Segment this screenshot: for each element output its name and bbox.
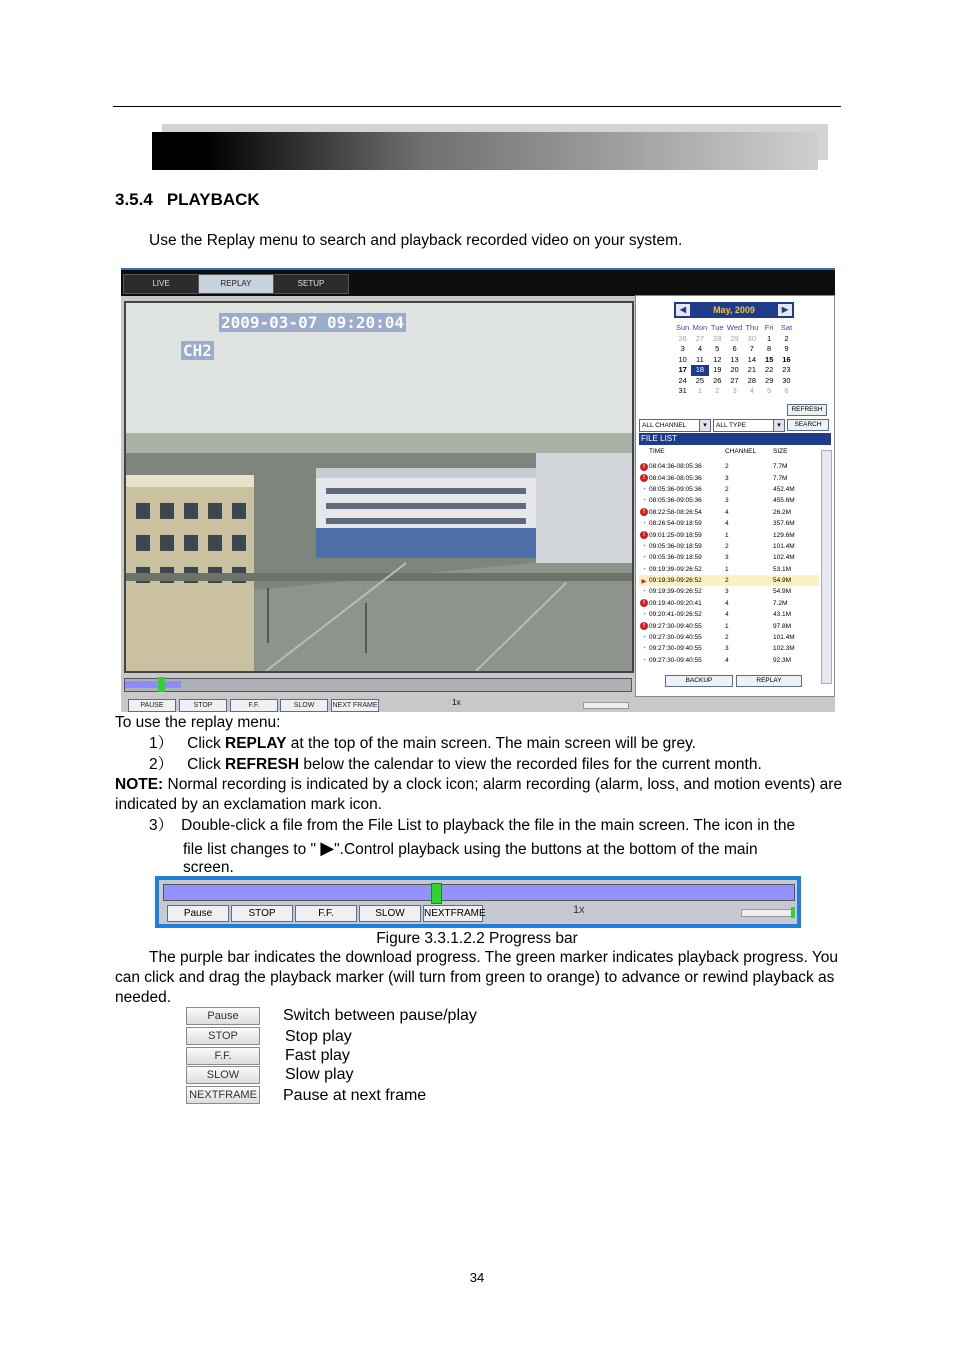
dvr-speed: 1x: [452, 698, 461, 707]
file-size: 7.7M: [773, 463, 788, 471]
step-3-line-3: screen.: [183, 859, 234, 876]
legend-nextframe-desc: Pause at next frame: [283, 1087, 427, 1104]
figure-speed: 1x: [573, 904, 585, 916]
file-list-row[interactable]: [639, 529, 819, 540]
file-list: [639, 461, 819, 666]
clock-icon: ◔: [642, 634, 646, 642]
legend-stop-button: STOP: [186, 1027, 260, 1045]
file-time: 09:19:39-09:26:52: [649, 577, 702, 585]
search-button[interactable]: SEARCH: [787, 419, 829, 431]
dvr-stop-button[interactable]: STOP: [179, 699, 227, 712]
file-time: 09:27:30-09:40:55: [649, 622, 702, 630]
step-1: [149, 734, 696, 754]
type-select-value: ALL TYPE: [716, 422, 746, 429]
file-size: 26.2M: [773, 508, 792, 516]
step-keyword: REFRESH: [225, 756, 300, 773]
calendar-day[interactable]: 16: [782, 354, 791, 364]
file-list-scrollbar[interactable]: [821, 450, 832, 684]
osd-timestamp: 2009-03-07 09:20:04: [221, 313, 405, 332]
calendar-day[interactable]: 12: [713, 354, 722, 364]
header-rule: [113, 106, 841, 107]
calendar-day[interactable]: 9: [784, 344, 789, 353]
weekday-label: Wed: [726, 323, 743, 332]
file-list-row[interactable]: [639, 552, 819, 563]
calendar-day[interactable]: 26: [678, 333, 687, 343]
file-size: 101.4M: [773, 634, 795, 642]
calendar-day[interactable]: 21: [747, 365, 756, 374]
calendar-day[interactable]: 24: [678, 375, 687, 385]
legend-slow-button: SLOW: [186, 1066, 260, 1084]
file-time: 09:19:39-09:26:52: [649, 588, 702, 596]
calendar-day[interactable]: 28: [713, 333, 722, 343]
file-time: 09:01:25-09:18:59: [649, 531, 702, 539]
file-time: 09:20:41-09:26:52: [649, 611, 702, 619]
file-channel: 4: [725, 599, 729, 607]
playback-marker[interactable]: [431, 883, 442, 904]
calendar-day[interactable]: 4: [697, 344, 703, 353]
prev-month-icon[interactable]: ◀: [676, 304, 690, 316]
figure-nextframe-button[interactable]: NEXTFRAME: [423, 905, 483, 922]
calendar-day[interactable]: 13: [730, 354, 739, 364]
section-title: PLAYBACK: [166, 190, 260, 209]
step-text: ".Control playback using the buttons at the bottom of the main: [334, 841, 758, 858]
file-list-row[interactable]: [639, 461, 819, 472]
step-text: Click: [187, 735, 226, 752]
file-time: 08:04:36-08:05:36: [649, 474, 702, 482]
file-list-row[interactable]: [639, 586, 819, 597]
calendar-day[interactable]: 2: [715, 386, 720, 395]
channel-select[interactable]: [639, 419, 711, 432]
file-list-header: [639, 448, 819, 458]
calendar-day[interactable]: 6: [732, 344, 737, 353]
file-list-row[interactable]: [639, 495, 819, 506]
calendar-day[interactable]: 28: [747, 375, 756, 385]
file-time: 09:27:30-09:40:55: [649, 656, 702, 664]
file-time: 09:05:36-09:18:59: [649, 542, 702, 550]
next-month-icon[interactable]: ▶: [778, 304, 792, 316]
chevron-down-icon: ▾: [699, 420, 710, 431]
calendar-day[interactable]: 1: [697, 386, 703, 395]
calendar-day[interactable]: 1: [767, 333, 772, 343]
clock-icon: ◔: [642, 554, 646, 562]
file-size: 455.6M: [773, 497, 795, 505]
calendar-day[interactable]: 26: [713, 375, 722, 385]
volume-slider[interactable]: [583, 702, 629, 709]
dvr-progress-bar[interactable]: [124, 678, 632, 692]
file-size: 7.7M: [773, 474, 788, 482]
file-size: 102.3M: [773, 645, 795, 653]
file-time: 09:27:30-09:40:55: [649, 645, 702, 653]
weekday-label: Sun: [675, 323, 690, 332]
file-channel: 4: [725, 611, 729, 619]
legend-nextframe-button: NEXTFRAME: [186, 1086, 260, 1104]
file-channel: 2: [725, 634, 729, 642]
file-size: 97.8M: [773, 622, 792, 630]
step-text: at the top of the main screen. The main screen will be grey.: [286, 735, 696, 752]
alarm-icon: !: [639, 622, 649, 630]
file-channel: 1: [725, 565, 729, 573]
figure-slow-button[interactable]: SLOW: [359, 905, 421, 922]
file-size: 54.9M: [773, 588, 792, 596]
file-size: 357.6M: [773, 520, 795, 528]
weekday-label: Fri: [764, 323, 774, 332]
replay-side-panel: [635, 295, 835, 697]
intro-paragraph: Use the Replay menu to search and playback recorded video on your system.: [149, 232, 683, 249]
dvr-menu-bar: [121, 268, 835, 296]
file-time: 08:05:36-09:05:36: [649, 497, 702, 505]
refresh-button[interactable]: REFRESH: [787, 404, 827, 416]
calendar-day[interactable]: 20: [730, 365, 739, 374]
note-label: NOTE:: [115, 776, 164, 793]
tab-setup[interactable]: SETUP: [273, 274, 349, 294]
file-channel: 1: [725, 622, 729, 630]
file-size: 43.1M: [773, 611, 792, 619]
file-channel: 4: [725, 508, 729, 516]
note-paragraph: [115, 775, 845, 815]
weekday-label: Sat: [780, 323, 793, 332]
clock-icon: ◔: [642, 542, 646, 550]
file-channel: 3: [725, 554, 729, 562]
video-playback-area: [124, 301, 634, 673]
column-time: TIME: [649, 448, 665, 455]
page-number: 34: [469, 1270, 485, 1285]
calendar-day[interactable]: 3: [732, 386, 737, 395]
calendar-day[interactable]: 4: [749, 386, 754, 395]
clock-icon: ◔: [642, 656, 646, 664]
alarm-icon: !: [639, 599, 649, 607]
file-list-row[interactable]: [639, 518, 819, 529]
file-list-row[interactable]: [639, 620, 819, 631]
file-size: 53.1M: [773, 565, 792, 573]
file-list-row[interactable]: [639, 643, 819, 654]
calendar-day[interactable]: 5: [767, 386, 772, 395]
file-time: 09:05:36-09:18:59: [649, 554, 702, 562]
file-channel: 4: [725, 520, 729, 528]
step-text: Click: [187, 756, 226, 773]
legend-pause-button: Pause: [186, 1007, 260, 1025]
calendar-day[interactable]: 30: [747, 333, 756, 343]
type-select[interactable]: [713, 419, 785, 432]
progress-bar-figure: [155, 876, 801, 928]
explanation-paragraph: The purple bar indicates the download progress. The green marker indicates playback progress. You can click and drag the playback marker (will turn from green to orange) to advance or rewind playback as needed.: [115, 949, 839, 1006]
alarm-icon: !: [639, 531, 649, 539]
replay-button[interactable]: REPLAY: [736, 675, 802, 687]
figure-volume-slider[interactable]: [741, 909, 795, 917]
play-icon: ▶: [641, 577, 647, 585]
tab-live[interactable]: LIVE: [123, 274, 199, 294]
legend-pause-desc: Switch between pause/play: [283, 1007, 477, 1024]
file-size: 92.3M: [773, 656, 792, 664]
section-number: 3.5.4: [115, 190, 153, 209]
file-channel: 3: [725, 497, 729, 505]
dvr-next-frame-button[interactable]: NEXT FRAME: [331, 699, 379, 712]
file-channel: 3: [725, 588, 729, 596]
file-list-row[interactable]: [639, 484, 819, 495]
calendar-day[interactable]: 22: [764, 365, 774, 374]
step-keyword: REPLAY: [225, 735, 287, 752]
file-size: 7.2M: [773, 599, 788, 607]
clock-icon: ◔: [642, 645, 646, 653]
channel-select-value: ALL CHANNEL: [642, 422, 687, 429]
calendar-day[interactable]: 27: [695, 333, 705, 343]
file-size: 102.4M: [773, 554, 795, 562]
file-list-row[interactable]: [639, 655, 819, 666]
file-time: 09:19:40-09:20:41: [649, 599, 702, 607]
alarm-icon: !: [639, 463, 649, 471]
calendar-day[interactable]: 19: [713, 365, 722, 374]
file-list-row[interactable]: [639, 632, 819, 643]
calendar-day[interactable]: 23: [782, 365, 791, 374]
calendar-day[interactable]: 11: [696, 354, 704, 364]
calendar-day[interactable]: 10: [678, 354, 687, 364]
file-channel: 3: [725, 474, 729, 482]
legend-ff-button: F.F.: [186, 1047, 260, 1065]
step-number: 1）: [149, 735, 174, 752]
step-3-line-2: [183, 838, 758, 860]
calendar-day-selected[interactable]: 18: [691, 365, 708, 376]
note-text: Normal recording is indicated by a clock icon; alarm recording (alarm, loss, and motion events) are indicated by an exclamation mark icon.: [115, 776, 843, 813]
calendar-header: [674, 302, 794, 318]
step-2: [149, 755, 762, 775]
alarm-icon: !: [639, 508, 649, 516]
download-progress-fill: [125, 681, 181, 688]
legend-slow-desc: Slow play: [285, 1066, 354, 1083]
clock-icon: ◔: [642, 520, 646, 528]
calendar-day[interactable]: 31: [678, 386, 687, 395]
file-time: 08:05:36-09:05:36: [649, 485, 702, 493]
file-channel: 3: [725, 645, 729, 653]
weekday-label: Tue: [710, 323, 724, 332]
chapter-banner: [152, 132, 818, 170]
step-text: Double-click a file from the File List to playback the file in the main screen. The icon in the: [181, 817, 796, 834]
file-channel: 2: [725, 463, 729, 471]
file-list-row[interactable]: [639, 598, 819, 609]
play-arrow-icon: ▶: [320, 838, 335, 858]
step-text: below the calendar to view the recorded files for the current month.: [299, 756, 762, 773]
calendar-day[interactable]: 2: [784, 333, 789, 343]
file-list-row[interactable]: [639, 541, 819, 552]
file-list-row[interactable]: [639, 507, 819, 518]
weekday-label: Thu: [745, 323, 759, 332]
figure-caption: Figure 3.3.1.2.2 Progress bar: [376, 930, 578, 947]
file-channel: 2: [725, 577, 729, 585]
progress-track[interactable]: [163, 884, 795, 901]
calendar-day[interactable]: 7: [749, 344, 754, 353]
calendar-day[interactable]: 27: [730, 375, 739, 385]
instructions-lead: To use the replay menu:: [115, 714, 281, 731]
file-size: 129.6M: [773, 531, 795, 539]
file-time: 09:27:30-09:40:55: [649, 634, 702, 642]
dvr-pause-button[interactable]: PAUSE: [128, 699, 176, 712]
clock-icon: ◔: [642, 611, 646, 619]
file-list-row[interactable]: [639, 472, 819, 483]
file-list-title: FILE LIST: [639, 433, 831, 445]
file-size: 101.4M: [773, 542, 795, 550]
calendar-day[interactable]: 6: [784, 386, 789, 395]
file-channel: 4: [725, 656, 729, 664]
file-list-row[interactable]: [639, 575, 819, 586]
file-time: 08:22:58-08:26:54: [649, 508, 702, 516]
chevron-down-icon: ▾: [773, 420, 784, 431]
clock-icon: ◔: [642, 565, 646, 573]
column-channel: CHANNEL: [725, 448, 757, 455]
tab-replay[interactable]: REPLAY: [198, 274, 274, 294]
clock-icon: ◔: [642, 588, 646, 596]
file-size: 54.9M: [773, 577, 792, 585]
file-channel: 1: [725, 531, 729, 539]
weekday-label: Mon: [692, 323, 708, 332]
column-size: SIZE: [773, 448, 788, 455]
replay-screenshot: [121, 268, 835, 712]
step-text: file list changes to ": [183, 841, 321, 858]
calendar-day[interactable]: 29: [730, 333, 739, 343]
clock-icon: ◔: [642, 485, 646, 493]
calendar-day[interactable]: 14: [747, 354, 756, 364]
calendar-day[interactable]: 5: [715, 344, 720, 353]
dvr-slow-button[interactable]: SLOW: [280, 699, 328, 712]
file-time: 09:19:39-09:26:52: [649, 565, 702, 573]
playback-marker[interactable]: [158, 677, 165, 692]
file-time: 08:04:36-08:05:36: [649, 463, 702, 471]
step-number: 2）: [149, 756, 174, 773]
calendar-day[interactable]: 17: [678, 365, 687, 374]
dvr-ff-button[interactable]: F.F.: [230, 699, 278, 712]
calendar-day[interactable]: 30: [782, 375, 791, 385]
legend-ff-desc: Fast play: [285, 1047, 350, 1064]
legend-stop-desc: Stop play: [285, 1028, 352, 1045]
calendar-month: May, 2009: [713, 305, 755, 315]
step-number: 3）: [149, 817, 174, 834]
file-size: 452.4M: [773, 485, 795, 493]
section-heading: [115, 190, 274, 210]
figure-ff-button[interactable]: F.F.: [295, 905, 357, 922]
file-channel: 2: [725, 542, 729, 550]
alarm-icon: !: [639, 474, 649, 482]
calendar-grid: [674, 323, 796, 397]
calendar-day[interactable]: 15: [764, 354, 774, 364]
file-time: 08:26:54-09:18:59: [649, 520, 702, 528]
osd-channel: CH2: [183, 341, 212, 360]
clock-icon: ◔: [642, 497, 646, 505]
calendar-day[interactable]: 8: [767, 344, 772, 353]
backup-button[interactable]: BACKUP: [665, 675, 733, 687]
calendar-day[interactable]: 29: [764, 375, 774, 385]
file-channel: 2: [725, 485, 729, 493]
file-list-row[interactable]: [639, 564, 819, 575]
calendar-day[interactable]: 25: [695, 375, 705, 385]
file-list-row[interactable]: [639, 609, 819, 620]
calendar-day[interactable]: 3: [680, 344, 685, 353]
step-3: [149, 816, 795, 836]
figure-pause-button[interactable]: Pause: [167, 905, 229, 922]
figure-stop-button[interactable]: STOP: [231, 905, 293, 922]
